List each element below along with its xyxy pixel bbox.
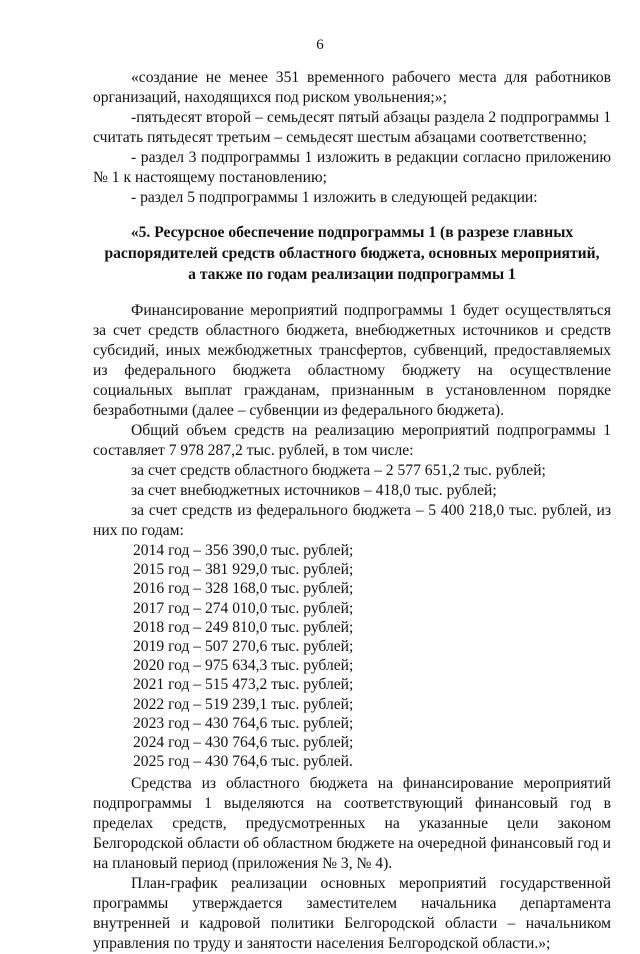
total-paragraph: Общий объем средств на реализацию мероприятий подпрограммы 1 составляет 7 978 287,2 тыс. рублей, в том числе: [93, 422, 611, 459]
page-number: 6 [316, 37, 324, 53]
year-item-2015: 2015 год – 381 929,0 тыс. рублей; [133, 561, 354, 579]
year-item-2017: 2017 год – 274 010,0 тыс. рублей; [133, 599, 354, 617]
year-item-2016: 2016 год – 328 168,0 тыс. рублей; [133, 580, 354, 598]
source-federal-budget: за счет средств из федерального бюджета – 5 400 218,0 тыс. рублей, из них по годам: [93, 502, 611, 539]
section-heading-line-3: а также по годам реализации подпрограммы 1 [188, 266, 516, 283]
year-item-2025: 2025 год – 430 764,6 тыс. рублей. [133, 753, 353, 771]
year-item-2023: 2023 год – 430 764,6 тыс. рублей; [133, 714, 354, 732]
intro-paragraph-2: -пятьдесят второй – семьдесят пятый абзацы раздела 2 подпрограммы 1 считать пятьдесят третьим – семьдесят шестым абзацами соответственно; [93, 109, 611, 146]
year-item-2014: 2014 год – 356 390,0 тыс. рублей; [133, 542, 354, 559]
section-heading-line-2: распорядителей средств областного бюджета, основных мероприятий, [104, 245, 600, 262]
section-heading-line-1: «5. Ресурсное обеспечение подпрограммы 1 (в разрезе главных [130, 224, 574, 241]
year-item-2024: 2024 год – 430 764,6 тыс. рублей; [133, 734, 354, 752]
year-item-2018: 2018 год – 249 810,0 тыс. рублей; [133, 618, 354, 636]
intro-paragraph-1: «создание не менее 351 временного рабочего места для работников организаций, находящихся под риском увольнения;»; [93, 69, 611, 106]
year-item-2022: 2022 год – 519 239,1 тыс. рублей; [133, 695, 354, 713]
source-regional-budget: за счет средств областного бюджета – 2 577 651,2 тыс. рублей; [131, 462, 546, 479]
financing-paragraph: Финансирование мероприятий подпрограммы 1 будет осуществляться за счет средств областного бюджета, внебюджетных источников и средств субсидий, иных межбюджетных трансфертов, субвенций, предоставляемых из федерального бюджета областному бюджету на осуществление социальных выплат гражданам, признанным в установленном порядке безработными (далее – субвенции из федерального бюджета). [93, 302, 611, 419]
closing-paragraph-2: План-график реализации основных мероприятий государственной программы утверждается заместителем начальника департамента внутренней и кадровой политики Белгородской области – начальником управления по труду и занятости населения Белгородской области.»; [93, 875, 611, 953]
yearly-amounts-list [93, 541, 611, 771]
year-item-2020: 2020 год – 975 634,3 тыс. рублей; [133, 657, 354, 675]
year-item-2021: 2021 год – 515 473,2 тыс. рублей; [133, 676, 354, 694]
section-heading [93, 222, 611, 285]
year-item-2019: 2019 год – 507 270,6 тыс. рублей; [133, 638, 354, 656]
intro-paragraph-3: - раздел 3 подпрограммы 1 изложить в редакции согласно приложению № 1 к настоящему постановлению; [93, 149, 611, 186]
intro-paragraph-4: - раздел 5 подпрограммы 1 изложить в следующей редакции: [131, 189, 538, 206]
closing-paragraph-1: Средства из областного бюджета на финансирование мероприятий подпрограммы 1 выделяются на соответствующий финансовый год в пределах средств, предусмотренных на указанные цели законом Белгородской области об областном бюджете на очередной финансовый год и на плановый период (приложения № 3, № 4). [93, 775, 611, 873]
source-extrabudgetary: за счет внебюджетных источников – 418,0 тыс. рублей; [131, 482, 497, 499]
document-body [93, 68, 611, 954]
